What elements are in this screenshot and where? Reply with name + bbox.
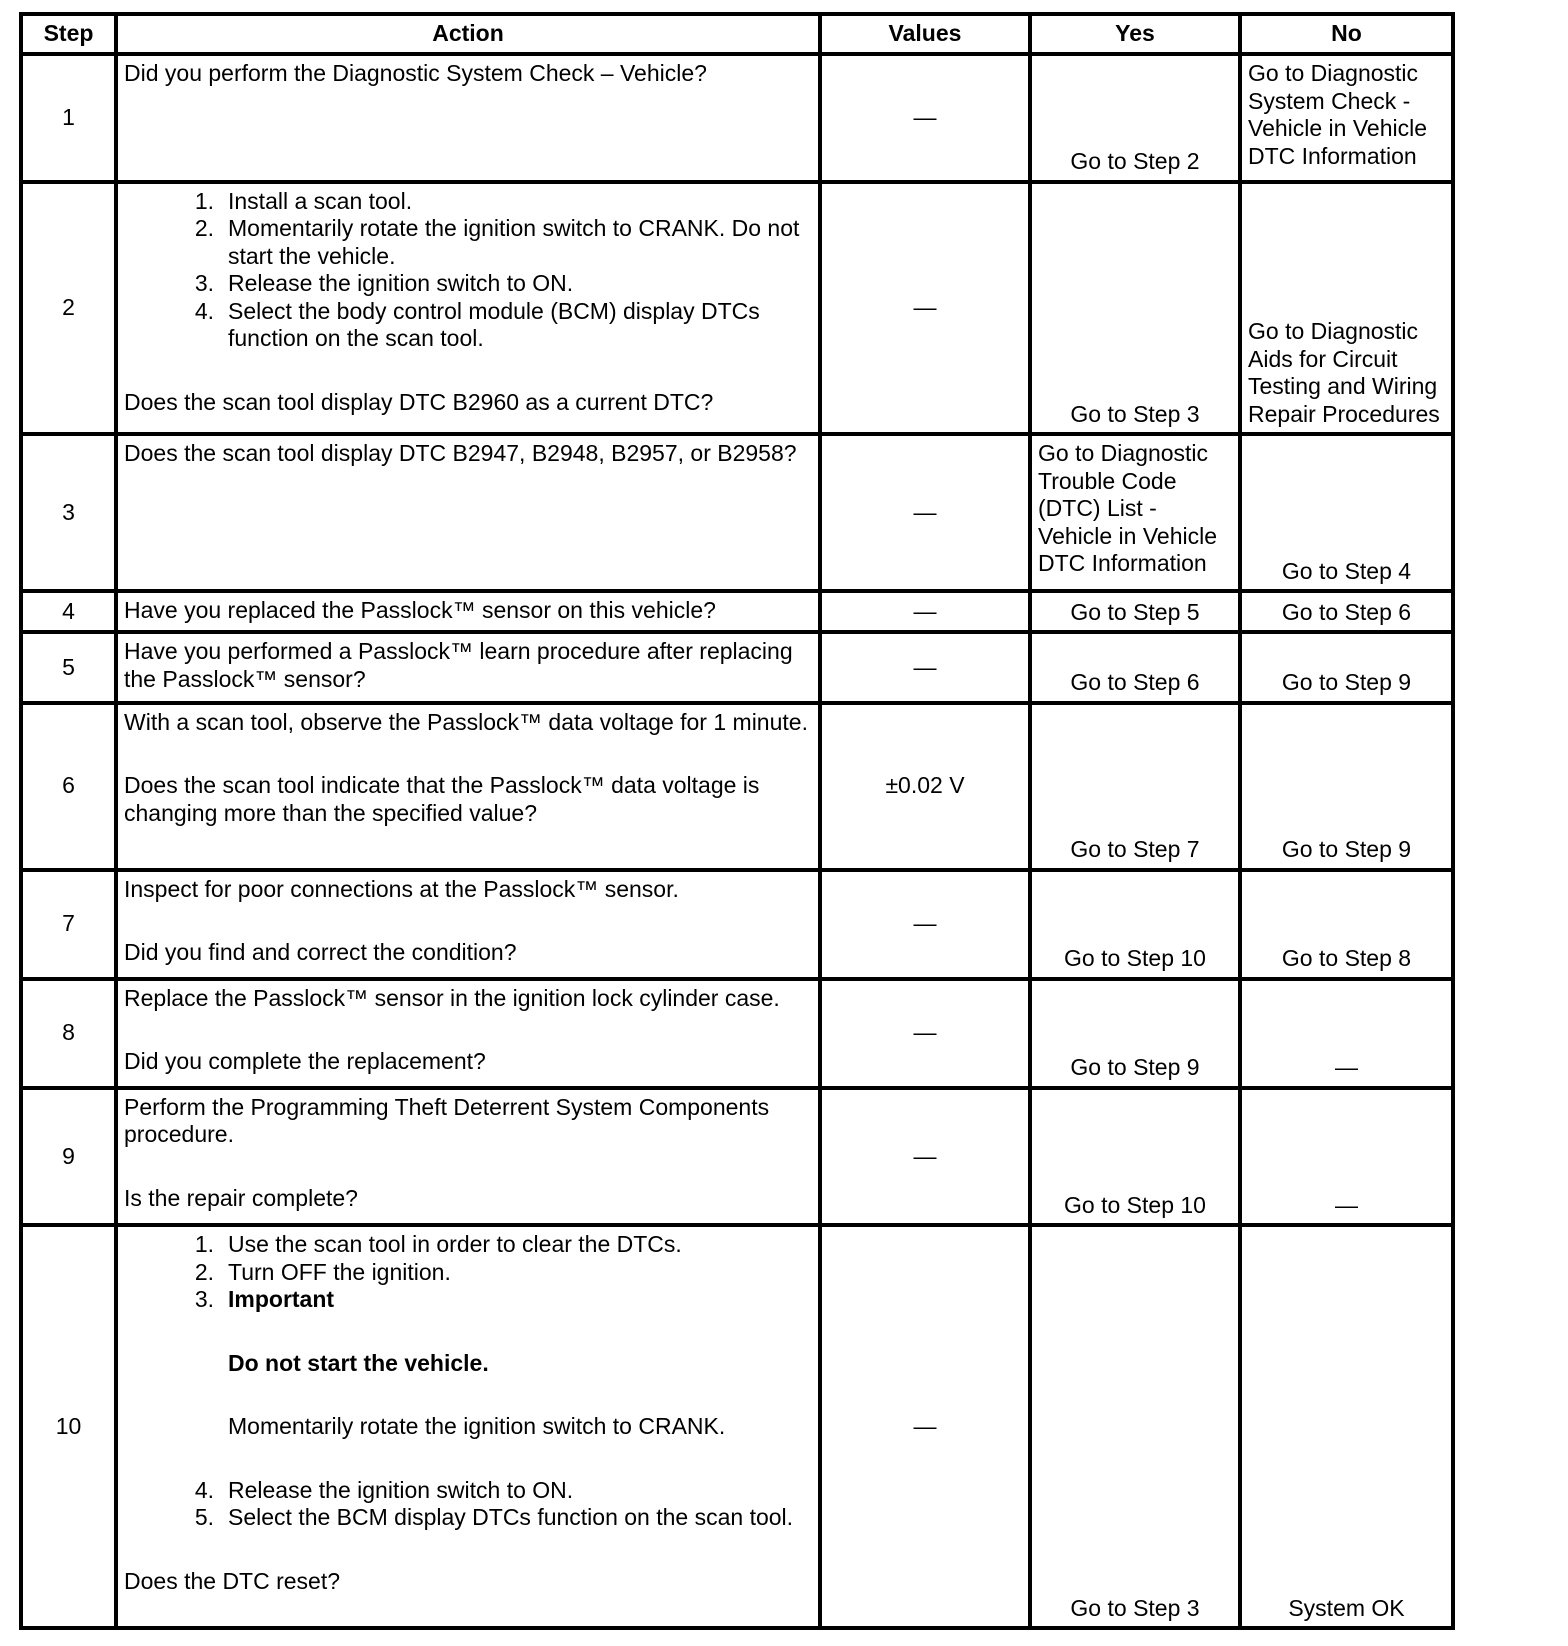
item-number: 3.	[194, 270, 214, 297]
no-cell: Go to Step 8	[1240, 870, 1453, 979]
table-row	[21, 54, 1453, 182]
no-cell: Go to Diagnostic Aids for Circuit Testing and Wiring Repair Procedures	[1240, 182, 1453, 434]
table-row	[21, 1088, 1453, 1225]
yes-cell: Go to Step 9	[1030, 979, 1240, 1088]
item-text: Install a scan tool.	[228, 187, 413, 214]
item-text: Use the scan tool in order to clear the DTCs.	[228, 1231, 682, 1258]
list-item	[124, 1504, 812, 1532]
list-item	[124, 1259, 812, 1287]
yes-cell: Go to Step 6	[1030, 632, 1240, 702]
item-text: Momentarily rotate the ignition switch to CRANK.	[228, 1413, 726, 1440]
item-number: 1.	[194, 1231, 214, 1258]
step-number: 1	[21, 54, 116, 182]
value-cell: —	[820, 591, 1030, 632]
step-number: 9	[21, 1088, 116, 1225]
item-text: Select the body control module (BCM) display DTCs function on the scan tool.	[228, 297, 760, 352]
action-instruction: Perform the Programming Theft Deterrent System Components procedure.	[124, 1093, 770, 1148]
list-item	[124, 270, 812, 298]
action-text	[116, 54, 820, 182]
no-cell: Go to Diagnostic System Check - Vehicle in Vehicle DTC Information	[1240, 54, 1453, 182]
item-number: 1.	[194, 187, 214, 214]
value-cell: —	[820, 1225, 1030, 1628]
list-item	[124, 188, 812, 216]
item-number: 5.	[194, 1504, 214, 1531]
item-number: 2.	[194, 215, 214, 242]
value-cell: —	[820, 632, 1030, 702]
yes-cell: Go to Step 3	[1030, 182, 1240, 434]
list-item	[124, 298, 812, 353]
step-number: 3	[21, 434, 116, 591]
item-text: Momentarily rotate the ignition switch to CRANK. Do not start the vehicle.	[228, 215, 800, 269]
step-number: 8	[21, 979, 116, 1088]
step-number: 10	[21, 1225, 116, 1628]
item-text: Turn OFF the ignition.	[228, 1258, 451, 1285]
value-cell: —	[820, 434, 1030, 591]
yes-cell: Go to Step 3	[1030, 1225, 1240, 1628]
table-row	[21, 1225, 1453, 1628]
item-number: 4.	[194, 297, 214, 324]
value-cell: —	[820, 979, 1030, 1088]
action-question: Have you performed a Passlock™ learn procedure after replacing the Passlock™ sensor?	[124, 638, 793, 692]
list-item	[124, 1477, 812, 1505]
value-cell: ±0.02 V	[820, 703, 1030, 870]
header-action: Action	[116, 14, 820, 54]
table-row	[21, 591, 1453, 632]
action-question: Did you perform the Diagnostic System Check – Vehicle?	[124, 60, 707, 86]
important-note: Do not start the vehicle.	[228, 1349, 489, 1376]
procedure-list	[124, 1231, 812, 1532]
no-cell: Go to Step 9	[1240, 632, 1453, 702]
action-question: Does the DTC reset?	[124, 1567, 341, 1594]
action-instruction: With a scan tool, observe the Passlock™ data voltage for 1 minute.	[124, 708, 808, 735]
item-text: Select the BCM display DTCs function on the scan tool.	[228, 1504, 794, 1531]
table-row	[21, 182, 1453, 434]
action-text	[116, 703, 820, 870]
table-row	[21, 979, 1453, 1088]
no-cell: Go to Step 4	[1240, 434, 1453, 591]
action-instruction: Inspect for poor connections at the Passlock™ sensor.	[124, 875, 679, 902]
no-cell: —	[1240, 979, 1453, 1088]
list-item	[124, 1286, 812, 1477]
action-question: Does the scan tool display DTC B2947, B2948, B2957, or B2958?	[124, 440, 797, 467]
item-number: 4.	[194, 1476, 214, 1503]
action-text	[116, 182, 820, 434]
value-cell: —	[820, 870, 1030, 979]
yes-cell: Go to Diagnostic Trouble Code (DTC) List - Vehicle in Vehicle DTC Information	[1030, 434, 1240, 591]
item-text: Release the ignition switch to ON.	[228, 270, 574, 297]
action-instruction: Replace the Passlock™ sensor in the ignition lock cylinder case.	[124, 984, 780, 1011]
step-number: 6	[21, 703, 116, 870]
action-question: Have you replaced the Passlock™ sensor on this vehicle?	[124, 597, 716, 624]
header-step: Step	[21, 14, 116, 54]
action-text	[116, 1225, 820, 1628]
header-yes: Yes	[1030, 14, 1240, 54]
value-cell: —	[820, 1088, 1030, 1225]
action-question: Did you complete the replacement?	[124, 1048, 486, 1075]
procedure-list	[124, 188, 812, 353]
no-cell: System OK	[1240, 1225, 1453, 1628]
action-text	[116, 1088, 820, 1225]
action-question: Does the scan tool indicate that the Passlock™ data voltage is changing more than the specified value?	[124, 772, 760, 826]
diagnostic-table	[19, 12, 1455, 1630]
action-text	[116, 979, 820, 1088]
header-no: No	[1240, 14, 1453, 54]
header-row	[21, 14, 1453, 54]
step-number: 4	[21, 591, 116, 632]
table-row	[21, 703, 1453, 870]
step-number: 2	[21, 182, 116, 434]
important-heading: Important	[228, 1286, 335, 1313]
item-number: 2.	[194, 1258, 214, 1285]
action-text	[116, 632, 820, 702]
yes-cell: Go to Step 10	[1030, 870, 1240, 979]
action-text	[116, 434, 820, 591]
action-text	[116, 870, 820, 979]
item-number: 3.	[194, 1286, 214, 1313]
action-question: Does the scan tool display DTC B2960 as a current DTC?	[124, 388, 714, 415]
action-text	[116, 591, 820, 632]
no-cell: Go to Step 9	[1240, 703, 1453, 870]
value-cell: —	[820, 54, 1030, 182]
header-values: Values	[820, 14, 1030, 54]
table-row	[21, 434, 1453, 591]
yes-cell: Go to Step 5	[1030, 591, 1240, 632]
action-question: Did you find and correct the condition?	[124, 939, 517, 966]
table-row	[21, 870, 1453, 979]
step-number: 5	[21, 632, 116, 702]
action-question: Is the repair complete?	[124, 1184, 358, 1211]
table-row	[21, 632, 1453, 702]
no-cell: —	[1240, 1088, 1453, 1225]
list-item	[124, 215, 812, 270]
no-cell: Go to Step 6	[1240, 591, 1453, 632]
yes-cell: Go to Step 10	[1030, 1088, 1240, 1225]
value-cell: —	[820, 182, 1030, 434]
list-item	[124, 1231, 812, 1259]
yes-cell: Go to Step 2	[1030, 54, 1240, 182]
step-number: 7	[21, 870, 116, 979]
yes-cell: Go to Step 7	[1030, 703, 1240, 870]
item-text: Release the ignition switch to ON.	[228, 1476, 574, 1503]
